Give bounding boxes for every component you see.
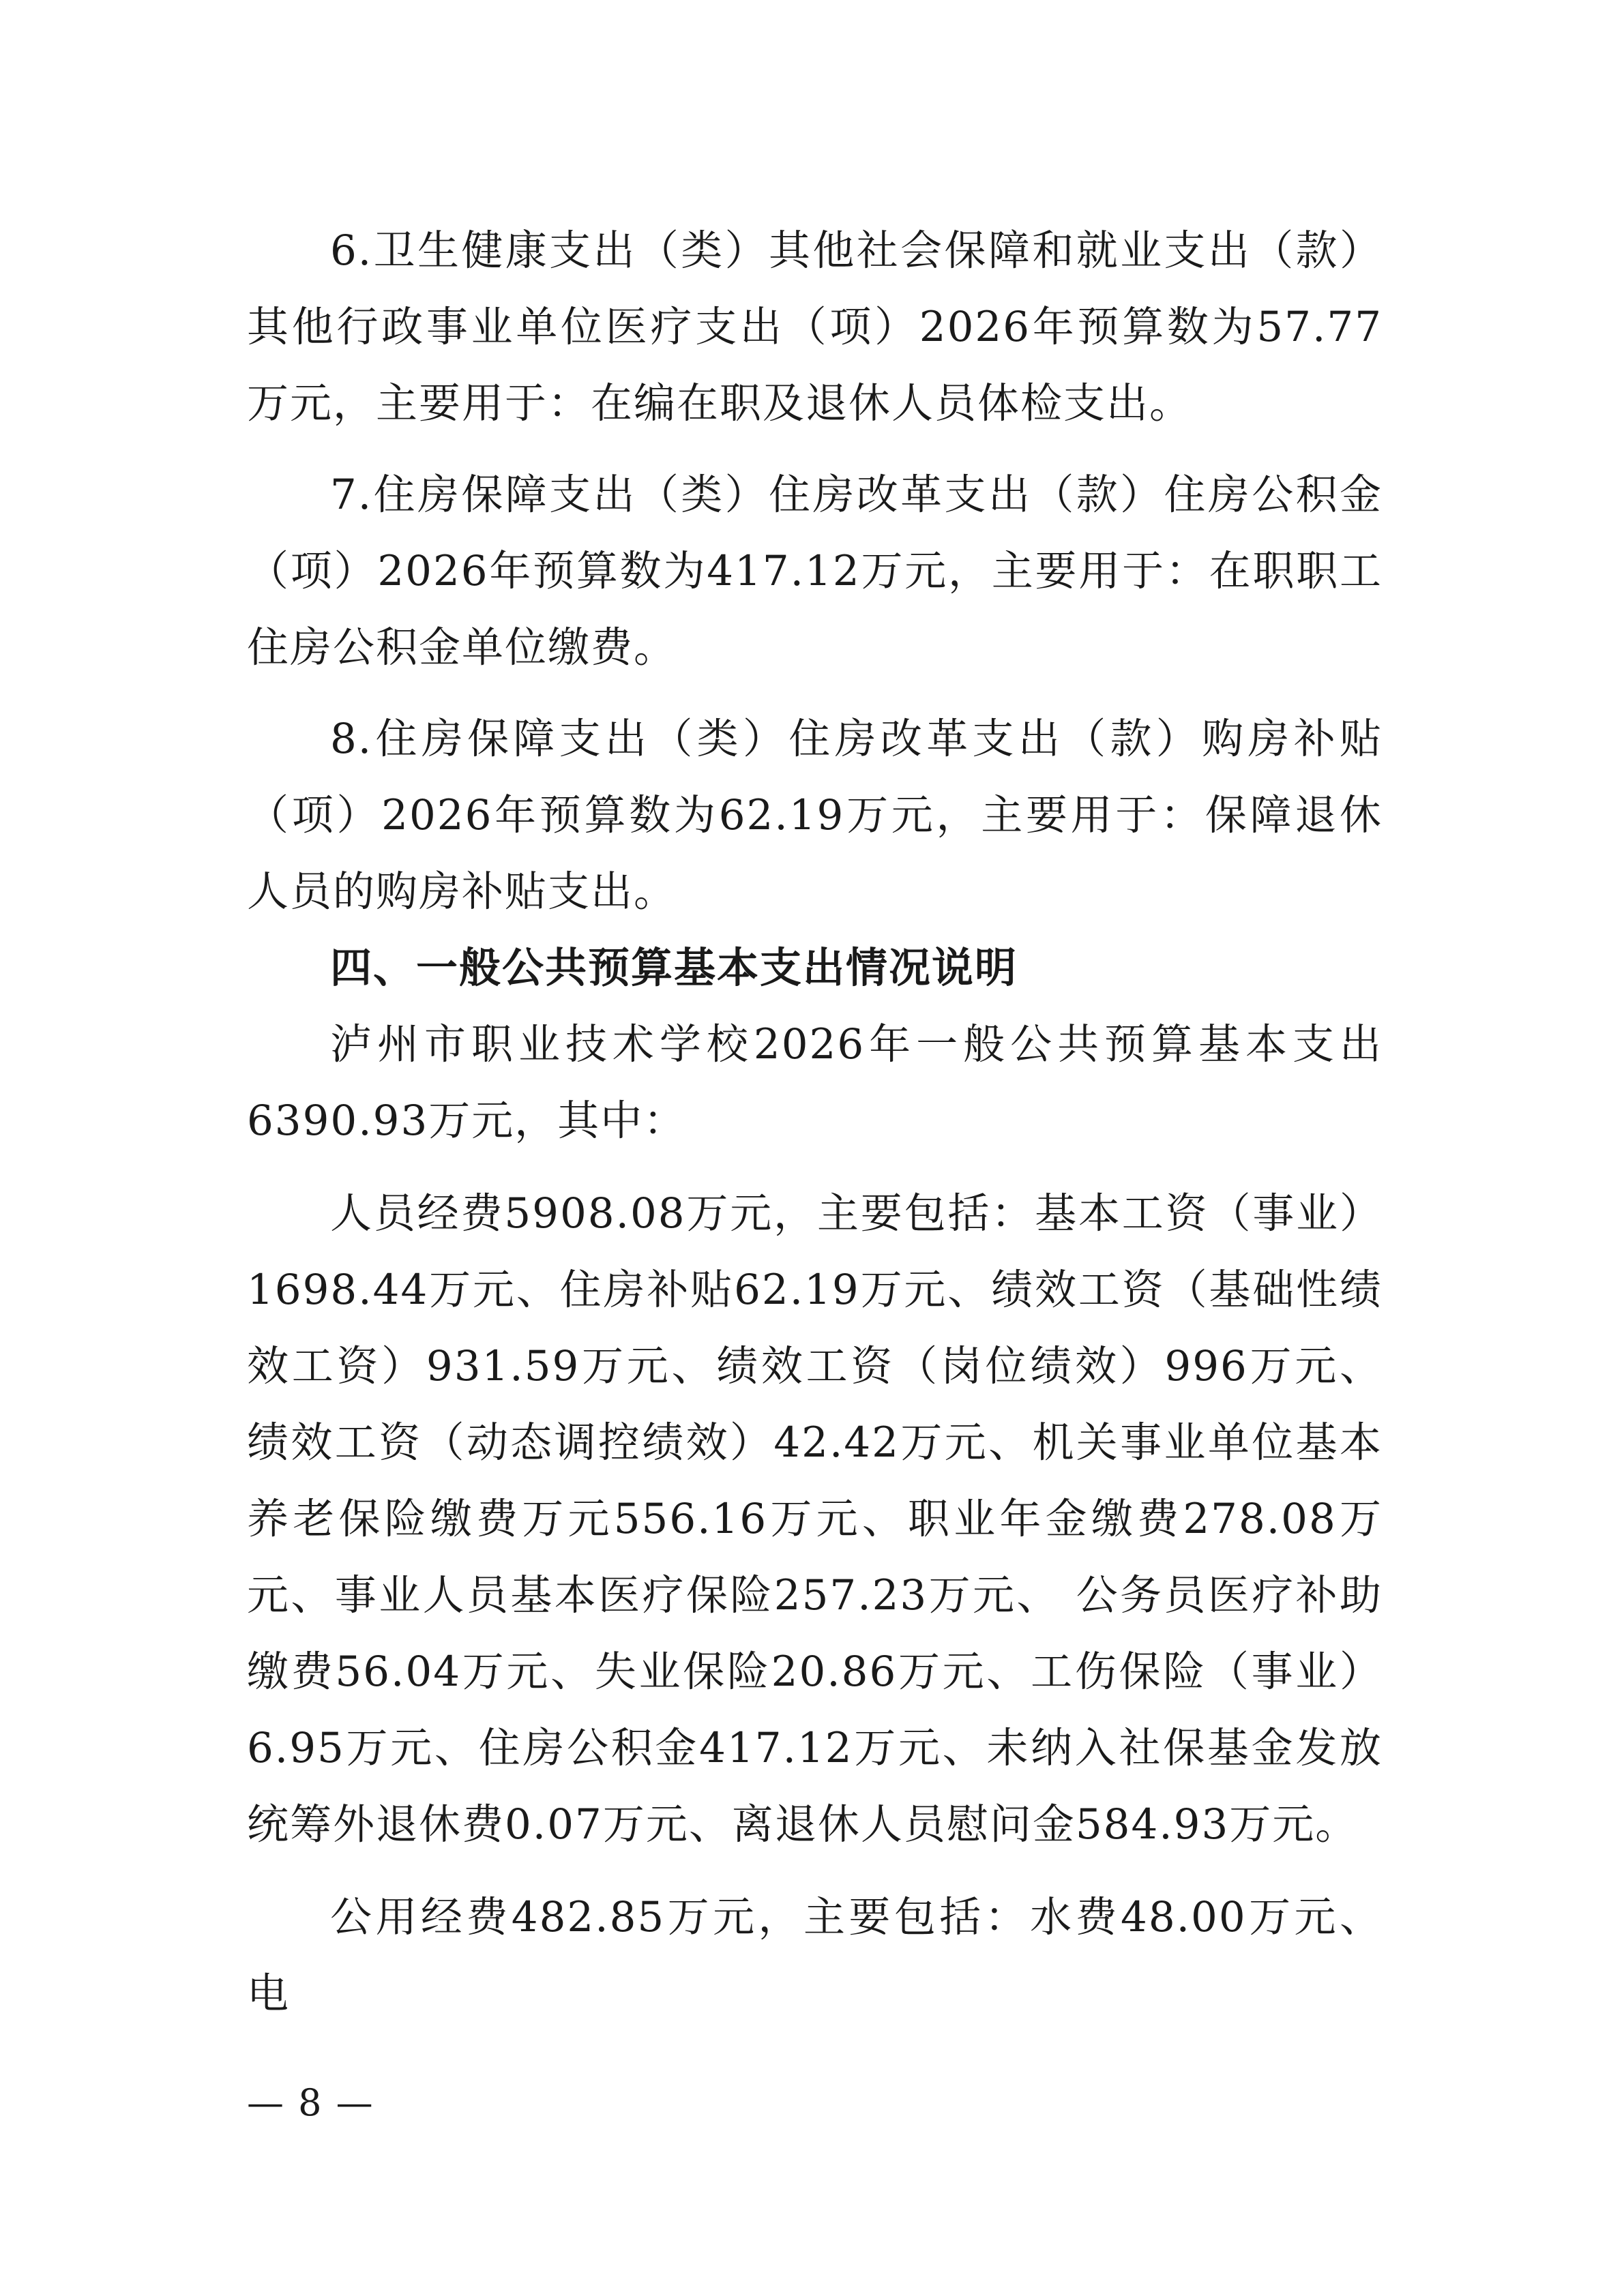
section-heading: 四、一般公共预算基本支出情况说明: [330, 944, 1018, 992]
paragraph-item-8: 8.住房保障支出（类）住房改革支出（款）购房补贴（项）2026年预算数为62.19万元，主要用于：保障退休人员的购房补贴支出。: [247, 715, 1383, 916]
paragraph-item-6: 6.卫生健康支出（类）其他社会保障和就业支出（款）其他行政事业单位医疗支出（项）2026年预算数为57.77万元，主要用于：在编在职及退休人员体检支出。: [247, 226, 1383, 428]
paragraph-personnel-expenses: 人员经费5908.08万元，主要包括：基本工资（事业）1698.44万元、住房补贴62.19万元、绩效工资（基础性绩效工资）931.59万元、绩效工资（岗位绩效）996万元、绩效工资（动态调控绩效）42.42万元、机关事业单位基本养老保险缴费万元556.16万元、职业年金缴费278.08万元、事业人员基本医疗保险257.23万元、 公务员医疗补助缴费56.04万元、失业保险20.86万元、工伤保险（事业）6.95万元、住房公积金417.12万元、未纳入社保基金发放统筹外退休费0.07万元、离退休人员慰问金584.93万元。: [247, 1189, 1383, 1849]
paragraph-summary: 泸州市职业技术学校2026年一般公共预算基本支出6390.93万元，其中：: [247, 1020, 1383, 1145]
document-body: [247, 213, 1383, 2032]
paragraph-item-7: 7.住房保障支出（类）住房改革支出（款）住房公积金（项）2026年预算数为417.12万元，主要用于：在职职工住房公积金单位缴费。: [247, 471, 1383, 672]
paragraph-public-expenses: 公用经费482.85万元，主要包括：水费48.00万元、电: [247, 1893, 1383, 2018]
page-number: — 8 —: [247, 2081, 374, 2124]
